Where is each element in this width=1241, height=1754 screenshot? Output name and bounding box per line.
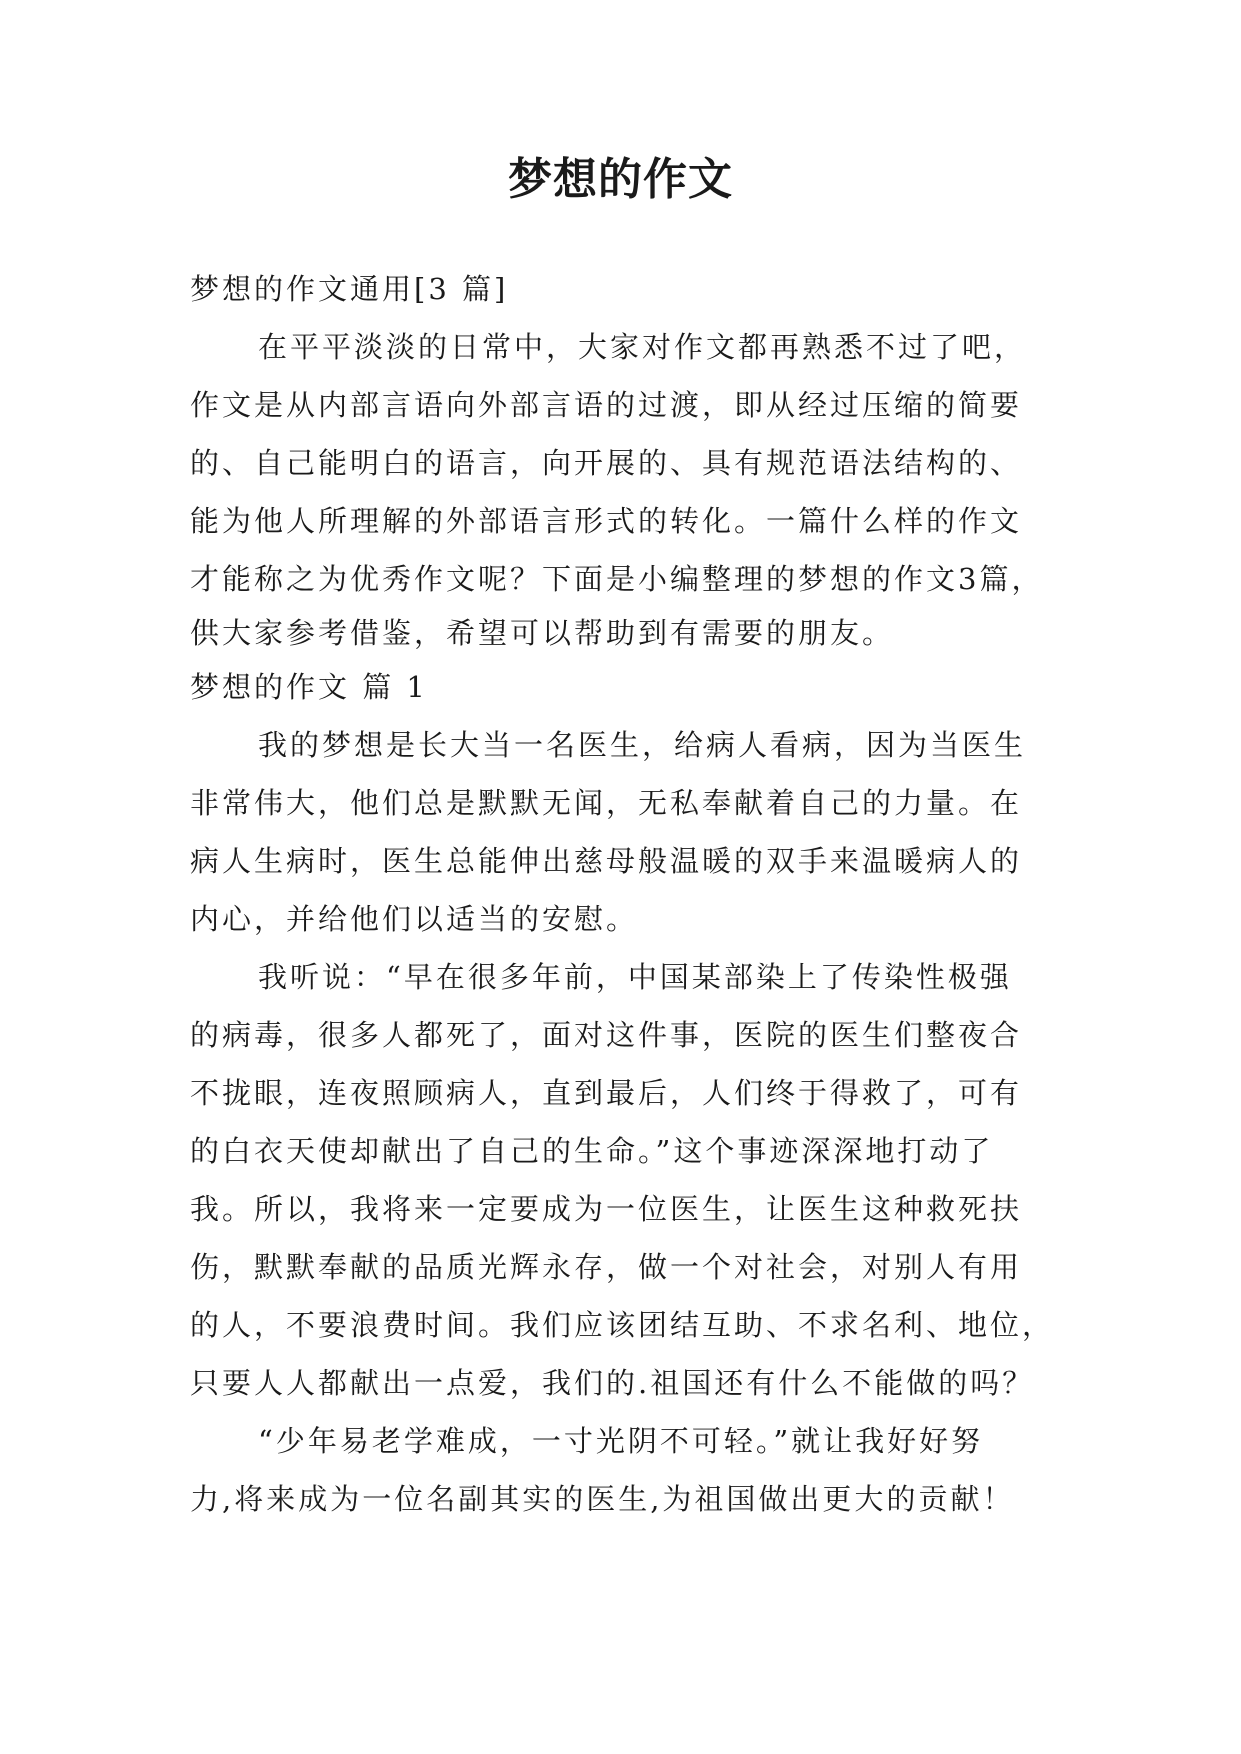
paragraph-line: 作文是从内部言语向外部言语的过渡，即从经过压缩的简要 xyxy=(190,388,1023,422)
document-title: 梦想的作文 xyxy=(508,154,733,205)
subtitle-line: 梦想的作文通用[3 篇] xyxy=(190,272,509,306)
paragraph-line: 我听说：“早在很多年前，中国某部染上了传染性极强 xyxy=(258,960,1012,994)
paragraph-line: “少年易老学难成，一寸光阴不可轻。”就让我好好努 xyxy=(258,1424,984,1458)
paragraph-line: 在平平淡淡的日常中，大家对作文都再熟悉不过了吧， xyxy=(258,330,1027,364)
paragraph-line: 的病毒，很多人都死了，面对这件事，医院的医生们整夜合 xyxy=(190,1018,1023,1052)
paragraph-line: 我的梦想是长大当一名医生，给病人看病，因为当医生 xyxy=(258,728,1027,762)
paragraph-line: 我。所以，我将来一定要成为一位医生，让医生这种救死扶 xyxy=(190,1192,1023,1226)
paragraph-line: 内心，并给他们以适当的安慰。 xyxy=(190,902,639,936)
paragraph-line: 伤，默默奉献的品质光辉永存，做一个对社会，对别人有用 xyxy=(190,1250,1023,1284)
paragraph-line: 力,将来成为一位名副其实的医生,为祖国做出更大的贡献！ xyxy=(190,1482,1015,1516)
paragraph-line: 的、自己能明白的语言，向开展的、具有规范语法结构的、 xyxy=(190,446,1023,480)
paragraph-line: 能为他人所理解的外部语言形式的转化。一篇什么样的作文 xyxy=(190,504,1023,538)
paragraph-line: 供大家参考借鉴，希望可以帮助到有需要的朋友。 xyxy=(190,616,895,650)
document-body xyxy=(190,260,1070,1528)
paragraph-line: 才能称之为优秀作文呢？下面是小编整理的梦想的作文3篇， xyxy=(190,562,1044,596)
paragraph-line: 的人，不要浪费时间。我们应该团结互助、不求名利、地位， xyxy=(190,1308,1055,1342)
section-heading: 梦想的作文 篇 1 xyxy=(190,670,428,704)
paragraph-line: 不拢眼，连夜照顾病人，直到最后，人们终于得救了，可有 xyxy=(190,1076,1023,1110)
paragraph-line: 只要人人都献出一点爱，我们的.祖国还有什么不能做的吗？ xyxy=(190,1366,1035,1400)
paragraph-line: 非常伟大，他们总是默默无闻，无私奉献着自己的力量。在 xyxy=(190,786,1023,820)
paragraph-line: 病人生病时，医生总能伸出慈母般温暖的双手来温暖病人的 xyxy=(190,844,1023,878)
paragraph-line: 的白衣天使却献出了自己的生命。”这个事迹深深地打动了 xyxy=(190,1134,994,1168)
